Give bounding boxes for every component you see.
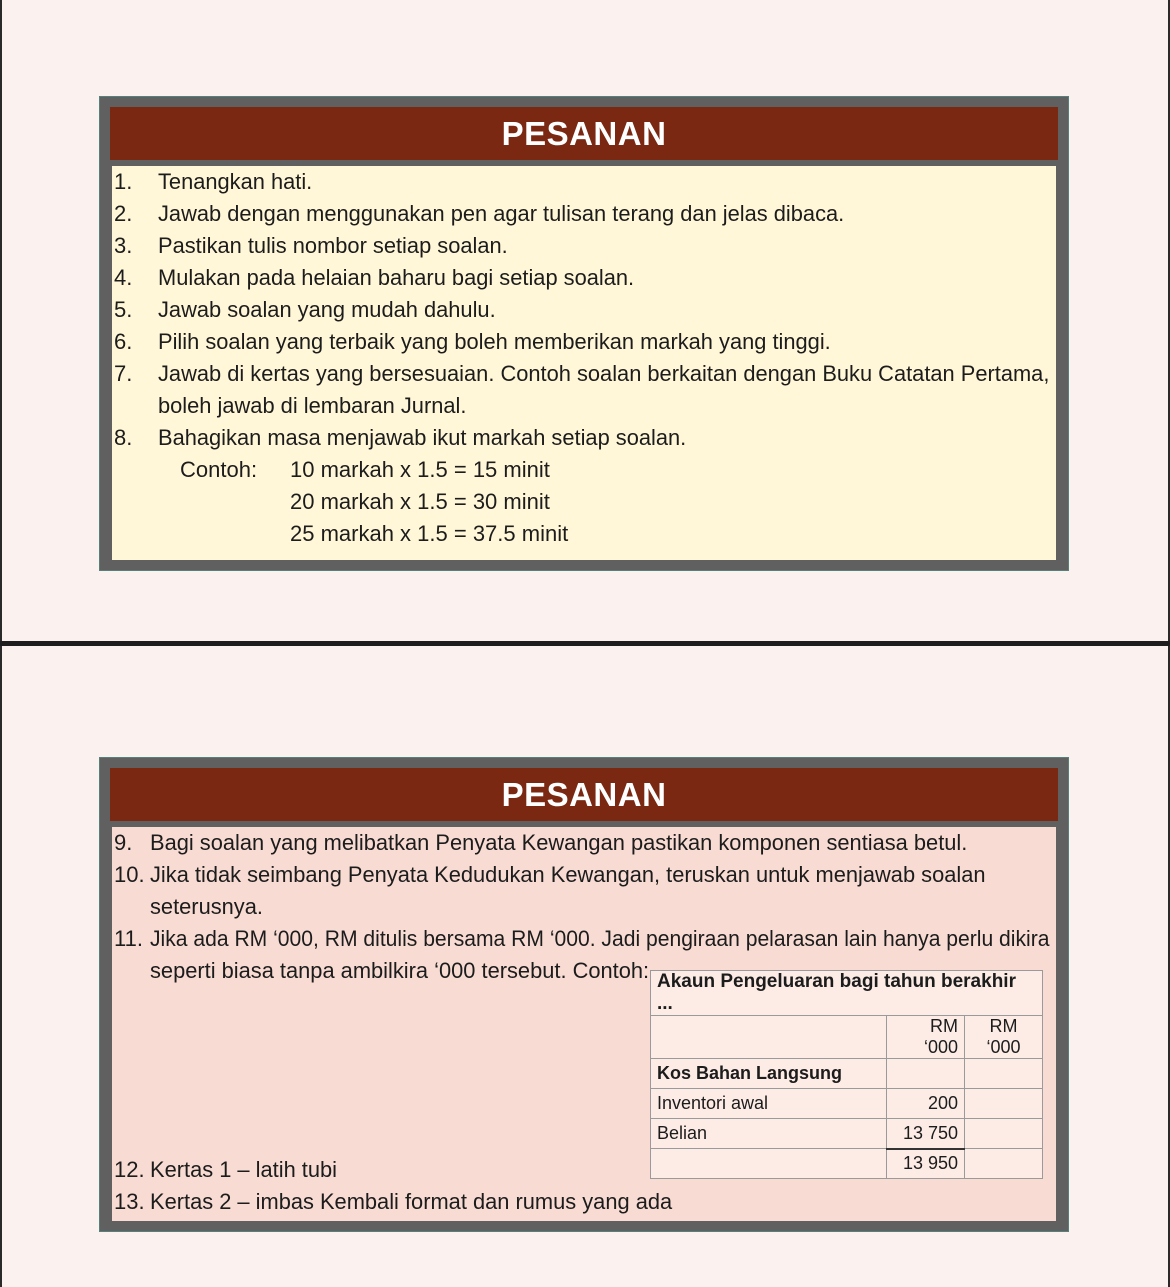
page-divider (0, 641, 1170, 646)
item-text-continued: seterusnya. (150, 894, 263, 919)
item-number: 10. (114, 862, 145, 887)
item-text: Pastikan tulis nombor setiap soalan. (158, 233, 508, 258)
item-number: 5. (114, 297, 133, 322)
panel-title: PESANAN (110, 768, 1058, 821)
example-row (112, 454, 1056, 486)
example-account-table (650, 970, 1043, 1179)
item-text: Pilih soalan yang terbaik yang boleh memberikan markah yang tinggi. (158, 329, 831, 354)
item-text: Jika ada RM ‘000, RM ditulis bersama RM ‘000. Jadi pengiraan pelarasan lain hanya perlu dikira (150, 926, 1050, 951)
item-number: 3. (114, 233, 133, 258)
list-item (112, 198, 1056, 230)
item-text: Bagi soalan yang melibatkan Penyata Kewangan pastikan komponen sentiasa betul. (150, 830, 968, 855)
list-item (112, 358, 1056, 422)
list-item (112, 422, 1056, 454)
item-text: Kertas 2 – imbas Kembali format dan rumus yang ada (150, 1189, 673, 1214)
notice-panel-2 (100, 758, 1068, 1231)
item-text: Kertas 1 – latih tubi (150, 1157, 338, 1182)
example-value: 25 markah x 1.5 = 37.5 minit (290, 521, 569, 546)
list-item (112, 230, 1056, 262)
example-value: 20 markah x 1.5 = 30 minit (290, 489, 550, 514)
item-number: 11. (114, 926, 143, 951)
item-text: Tenangkan hati. (158, 169, 313, 194)
section-label: Kos Bahan Langsung (651, 1059, 887, 1089)
list-item (112, 262, 1056, 294)
item-number: 9. (114, 830, 133, 855)
panel-title: PESANAN (110, 107, 1058, 160)
list-item (112, 294, 1056, 326)
instruction-list-continued (112, 1154, 1056, 1218)
instruction-list (112, 166, 1056, 454)
item-number: 7. (114, 361, 133, 386)
example-row (112, 518, 1056, 550)
item-text: Mulakan pada helaian baharu bagi setiap soalan. (158, 265, 635, 290)
table-cell-empty (965, 1089, 1043, 1119)
example-label: Contoh: (180, 457, 258, 482)
list-item (112, 166, 1056, 198)
item-number: 4. (114, 265, 133, 290)
example-value: 10 markah x 1.5 = 15 minit (290, 457, 550, 482)
item-text: Jika tidak seimbang Penyata Kedudukan Kewangan, teruskan untuk menjawab soalan (150, 862, 986, 887)
list-item (112, 326, 1056, 358)
item-number: 6. (114, 329, 133, 354)
list-item (112, 859, 1056, 923)
row-value: 200 (887, 1089, 965, 1119)
list-item (112, 827, 1056, 859)
example-row (112, 486, 1056, 518)
column-header: RM ‘000 (965, 1016, 1043, 1059)
instruction-list (112, 827, 1056, 987)
total-value: 13 950 (887, 1149, 965, 1179)
list-item (112, 1154, 1056, 1186)
panel-body (112, 166, 1056, 560)
item-text: Jawab soalan yang mudah dahulu. (158, 297, 496, 322)
item-number: 13. (114, 1189, 145, 1214)
item-number: 8. (114, 425, 133, 450)
table-cell-empty (965, 1059, 1043, 1089)
row-value: 13 750 (887, 1119, 965, 1149)
item-number: 1. (114, 169, 133, 194)
table-cell-empty (887, 1059, 965, 1089)
table-cell-empty (965, 1119, 1043, 1149)
item-text-continued: seperti biasa tanpa ambilkira ‘000 tersebut. Contoh: (150, 958, 650, 983)
item-text: Jawab dengan menggunakan pen agar tulisan terang dan jelas dibaca. (158, 201, 845, 226)
item-number: 12. (114, 1157, 145, 1182)
notice-panel-1 (100, 97, 1068, 570)
list-item (112, 1186, 1056, 1218)
row-label: Belian (651, 1119, 887, 1149)
item-number: 2. (114, 201, 133, 226)
panel-body (112, 827, 1056, 1221)
column-header: RM ‘000 (887, 1016, 965, 1059)
item-text-continued: boleh jawab di lembaran Jurnal. (158, 393, 467, 418)
item-text: Jawab di kertas yang bersesuaian. Contoh soalan berkaitan dengan Buku Catatan Pertama, (158, 361, 1050, 386)
row-label: Inventori awal (651, 1089, 887, 1119)
item-text: Bahagikan masa menjawab ikut markah setiap soalan. (158, 425, 687, 450)
table-cell-empty (651, 1016, 887, 1059)
table-title: Akaun Pengeluaran bagi tahun berakhir ... (651, 971, 1043, 1016)
